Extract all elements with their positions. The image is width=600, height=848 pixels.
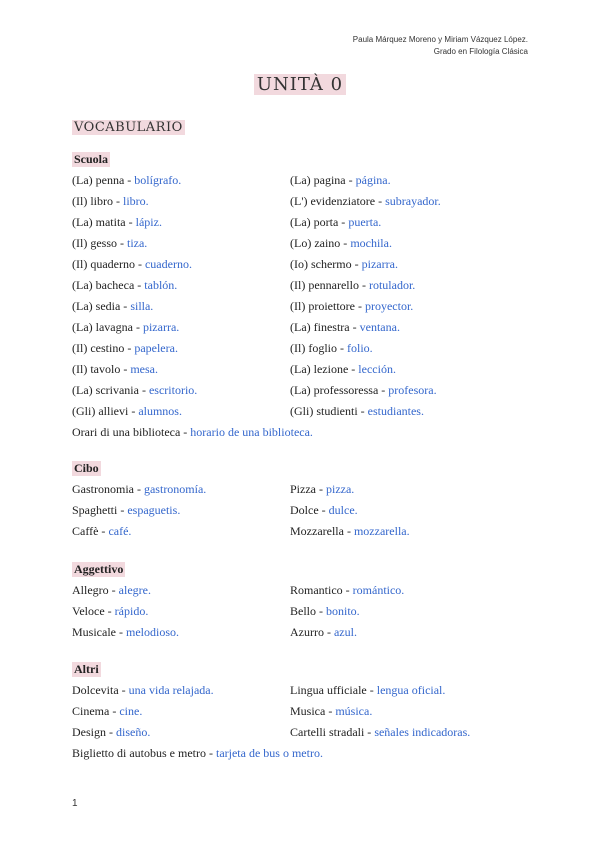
vocab-row — [72, 580, 528, 601]
vocab-row — [72, 170, 528, 191]
italian-term: Mozzarella - — [290, 524, 354, 538]
italian-term: (La) lavagna - — [72, 320, 143, 334]
spanish-translation: ventana. — [359, 320, 400, 334]
italian-term: Dolce - — [290, 503, 329, 517]
vocab-entry — [290, 479, 528, 500]
italian-term: (Il) cestino - — [72, 341, 135, 355]
page-title: UNITÀ 0 — [254, 74, 346, 95]
italian-term: (L') evidenziatore - — [290, 194, 386, 208]
vocab-row — [72, 212, 528, 233]
vocab-row — [72, 275, 528, 296]
spanish-translation: melodioso. — [125, 625, 179, 639]
spanish-translation: escritorio. — [148, 383, 198, 397]
header-author: Paula Márquez Moreno y Miriam Vázquez López. — [352, 35, 528, 44]
vocab-grid-aggettivo — [72, 580, 528, 643]
italian-term: Bello - — [290, 604, 326, 618]
vocab-row — [72, 254, 528, 275]
italian-term: Spaghetti - — [72, 503, 128, 517]
spanish-translation: lección. — [358, 362, 396, 376]
vocab-entry-full-width — [72, 422, 528, 443]
vocab-entry — [290, 601, 528, 622]
spanish-translation: pizarra. — [142, 320, 180, 334]
italian-term: (La) penna - — [72, 173, 135, 187]
vocab-entry — [72, 722, 290, 743]
vocab-grid-scuola — [72, 170, 528, 443]
vocab-entry — [290, 338, 528, 359]
vocab-entry — [72, 170, 290, 191]
spanish-translation: una vida relajada. — [128, 683, 214, 697]
spanish-translation: silla. — [130, 299, 154, 313]
italian-term: (La) sedia - — [72, 299, 131, 313]
italian-term: (Il) quaderno - — [72, 257, 145, 271]
italian-term: Allegro - — [72, 583, 119, 597]
vocab-entry — [290, 622, 528, 643]
italian-term: Orari di una biblioteca - — [72, 425, 191, 439]
italian-term: (Il) gesso - — [72, 236, 127, 250]
vocab-entry — [290, 170, 528, 191]
vocab-entry — [72, 191, 290, 212]
vocab-entry — [72, 401, 290, 422]
spanish-translation: proyector. — [364, 299, 414, 313]
vocab-row — [72, 401, 528, 422]
vocab-entry — [72, 338, 290, 359]
italian-term: Romantico - — [290, 583, 353, 597]
italian-term: Cartelli stradali - — [290, 725, 375, 739]
italian-term: (La) finestra - — [290, 320, 360, 334]
spanish-translation: pizza. — [325, 482, 355, 496]
spanish-translation: libro. — [122, 194, 149, 208]
spanish-translation: bonito. — [326, 604, 360, 618]
vocab-entry — [72, 380, 290, 401]
spanish-translation: estudiantes. — [367, 404, 424, 418]
vocab-row — [72, 317, 528, 338]
vocab-entry — [72, 212, 290, 233]
vocab-entry — [290, 317, 528, 338]
vocab-entry — [290, 701, 528, 722]
italian-term: Biglietto di autobus e metro - — [72, 746, 216, 760]
spanish-translation: diseño. — [116, 725, 151, 739]
spanish-translation: puerta. — [348, 215, 382, 229]
vocab-entry — [72, 521, 290, 542]
italian-term: (La) matita - — [72, 215, 136, 229]
spanish-translation: profesora. — [388, 383, 437, 397]
document-header — [353, 34, 528, 58]
vocab-entry — [290, 521, 528, 542]
spanish-translation: papelera. — [134, 341, 178, 355]
vocab-row — [72, 601, 528, 622]
spanish-translation: lápiz. — [135, 215, 162, 229]
italian-term: (La) scrivania - — [72, 383, 149, 397]
italian-term: Caffè - — [72, 524, 109, 538]
italian-term: Gastronomia - — [72, 482, 144, 496]
vocab-row — [72, 622, 528, 643]
vocab-grid-cibo — [72, 479, 528, 542]
vocab-row — [72, 296, 528, 317]
page-number: 1 — [72, 798, 78, 809]
spanish-translation: tiza. — [126, 236, 148, 250]
vocab-entry — [72, 296, 290, 317]
spanish-translation: tarjeta de bus o metro. — [215, 746, 323, 760]
vocab-entry — [72, 601, 290, 622]
vocab-entry — [290, 254, 528, 275]
italian-term: (Gli) allievi - — [72, 404, 139, 418]
italian-term: Musicale - — [72, 625, 126, 639]
italian-term: Cinema - — [72, 704, 120, 718]
spanish-translation: mesa. — [130, 362, 158, 376]
italian-term: Design - — [72, 725, 116, 739]
spanish-translation: pizarra. — [361, 257, 398, 271]
vocab-entry — [72, 275, 290, 296]
vocab-entry — [72, 680, 290, 701]
section-heading-altri: Altri — [74, 662, 99, 676]
spanish-translation: música. — [335, 704, 373, 718]
vocab-entry — [290, 500, 528, 521]
vocab-entry — [72, 254, 290, 275]
vocabulary-heading: VOCABULARIO — [74, 120, 183, 135]
italian-term: (La) professoressa - — [290, 383, 389, 397]
vocab-entry — [72, 500, 290, 521]
vocab-row — [72, 722, 528, 743]
vocab-row — [72, 338, 528, 359]
spanish-translation: gastronomía. — [143, 482, 207, 496]
section-heading-scuola: Scuola — [74, 152, 109, 166]
vocab-entry — [290, 359, 528, 380]
vocab-row — [72, 500, 528, 521]
vocab-row — [72, 701, 528, 722]
vocab-entry — [290, 380, 528, 401]
section-heading-cibo: Cibo — [74, 461, 99, 475]
italian-term: (Il) proiettore - — [290, 299, 365, 313]
italian-term: (La) pagina - — [290, 173, 356, 187]
vocab-entry — [72, 233, 290, 254]
vocab-entry — [72, 317, 290, 338]
vocab-entry — [290, 275, 528, 296]
spanish-translation: romántico. — [352, 583, 405, 597]
italian-term: (Il) tavolo - — [72, 362, 131, 376]
spanish-translation: lengua oficial. — [376, 683, 446, 697]
vocab-row — [72, 680, 528, 701]
spanish-translation: tablón. — [144, 278, 178, 292]
vocab-entry — [290, 233, 528, 254]
vocab-entry-full-width — [72, 743, 528, 764]
spanish-translation: alumnos. — [138, 404, 182, 418]
title-wrap — [0, 74, 600, 95]
vocab-row — [72, 479, 528, 500]
italian-term: (Il) pennarello - — [290, 278, 369, 292]
italian-term: (Il) libro - — [72, 194, 123, 208]
spanish-translation: cuaderno. — [144, 257, 192, 271]
italian-term: Lingua ufficiale - — [290, 683, 377, 697]
vocab-entry — [290, 401, 528, 422]
spanish-translation: azul. — [333, 625, 357, 639]
vocab-row — [72, 191, 528, 212]
spanish-translation: mochila. — [350, 236, 392, 250]
spanish-translation: folio. — [346, 341, 373, 355]
vocab-entry — [290, 212, 528, 233]
spanish-translation: cine. — [119, 704, 143, 718]
spanish-translation: rápido. — [114, 604, 149, 618]
vocab-entry — [290, 296, 528, 317]
spanish-translation: café. — [108, 524, 132, 538]
section-heading-aggettivo: Aggettivo — [74, 562, 124, 576]
spanish-translation: página. — [355, 173, 391, 187]
italian-term: Azurro - — [290, 625, 334, 639]
spanish-translation: subrayador. — [385, 194, 441, 208]
italian-term: (La) lezione - — [290, 362, 359, 376]
vocab-entry — [72, 580, 290, 601]
vocab-entry — [72, 701, 290, 722]
spanish-translation: rotulador. — [368, 278, 416, 292]
vocab-entry — [290, 191, 528, 212]
vocab-entry — [72, 622, 290, 643]
vocab-entry — [290, 580, 528, 601]
italian-term: (Io) schermo - — [290, 257, 362, 271]
vocab-row — [72, 233, 528, 254]
spanish-translation: horario de una biblioteca. — [190, 425, 313, 439]
vocab-entry — [290, 680, 528, 701]
vocab-row — [72, 521, 528, 542]
spanish-translation: bolígrafo. — [134, 173, 182, 187]
spanish-translation: alegre. — [118, 583, 151, 597]
vocab-entry — [72, 359, 290, 380]
italian-term: Musica - — [290, 704, 336, 718]
italian-term: Veloce - — [72, 604, 115, 618]
italian-term: (Il) foglio - — [290, 341, 347, 355]
italian-term: (La) porta - — [290, 215, 349, 229]
italian-term: (Gli) studienti - — [290, 404, 368, 418]
vocab-entry — [290, 722, 528, 743]
spanish-translation: señales indicadoras. — [374, 725, 471, 739]
italian-term: Dolcevita - — [72, 683, 129, 697]
italian-term: (Lo) zaino - — [290, 236, 351, 250]
spanish-translation: mozzarella. — [353, 524, 410, 538]
spanish-translation: dulce. — [328, 503, 358, 517]
vocab-row — [72, 359, 528, 380]
vocab-entry — [72, 479, 290, 500]
vocab-row — [72, 380, 528, 401]
spanish-translation: espaguetis. — [127, 503, 181, 517]
italian-term: (La) bacheca - — [72, 278, 145, 292]
vocab-grid-altri — [72, 680, 528, 764]
header-degree: Grado en Filología Clásica — [433, 47, 528, 56]
italian-term: Pizza - — [290, 482, 326, 496]
